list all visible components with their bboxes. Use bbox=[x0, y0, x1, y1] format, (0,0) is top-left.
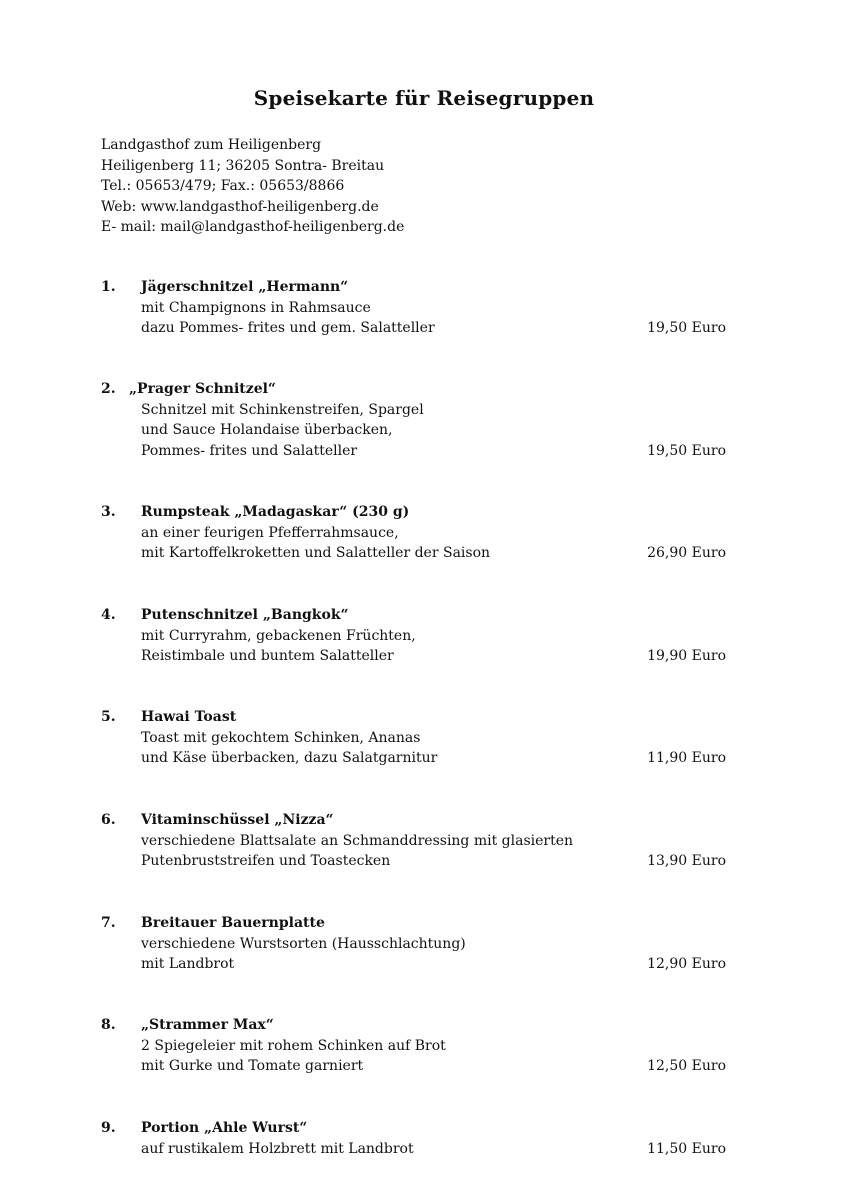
item-description-line: mit Champignons in Rahmsauce bbox=[141, 299, 371, 316]
item-name: Jägerschnitzel „Hermann“ bbox=[141, 279, 349, 295]
item-number: 4. bbox=[101, 607, 116, 623]
item-description-line: und Käse überbacken, dazu Salatgarnitur bbox=[141, 750, 438, 766]
item-name: „Prager Schnitzel“ bbox=[129, 381, 276, 397]
item-name: Putenschnitzel „Bangkok“ bbox=[141, 607, 349, 623]
item-name: Breitauer Bauernplatte bbox=[141, 915, 325, 931]
restaurant-street: Heiligenberg 11; 36205 Sontra- Breitau bbox=[101, 157, 385, 174]
item-body bbox=[129, 379, 424, 461]
item-description-line: dazu Pommes- frites und gem. Salatteller bbox=[141, 320, 435, 336]
item-description-line: mit Kartoffelkroketten und Salatteller der Saison bbox=[141, 545, 491, 561]
item-number: 1. bbox=[101, 279, 116, 295]
item-body bbox=[141, 277, 435, 339]
item-number: 2. bbox=[101, 381, 116, 397]
item-number: 3. bbox=[101, 504, 116, 520]
item-number: 5. bbox=[101, 709, 116, 725]
item-description-line: auf rustikalem Holzbrett mit Landbrot bbox=[141, 1140, 414, 1157]
address-block bbox=[101, 135, 404, 238]
item-description-line: an einer feurigen Pfefferrahmsauce, bbox=[141, 524, 399, 541]
item-price: 26,90 Euro bbox=[647, 545, 726, 561]
item-body bbox=[141, 1118, 414, 1159]
item-description-line: Toast mit gekochtem Schinken, Ananas bbox=[141, 729, 421, 746]
item-price: 11,50 Euro bbox=[647, 1140, 726, 1157]
item-price: 19,50 Euro bbox=[647, 442, 726, 459]
restaurant-phone: Tel.: 05653/479; Fax.: 05653/8866 bbox=[101, 178, 345, 194]
item-body bbox=[141, 707, 437, 769]
restaurant-web: Web: www.landgasthof-heiligenberg.de bbox=[101, 198, 379, 215]
item-description-line: Putenbruststreifen und Toastecken bbox=[141, 853, 391, 869]
item-name: „Strammer Max“ bbox=[141, 1017, 274, 1033]
item-body bbox=[141, 502, 490, 564]
page-title: Speisekarte für Reisegruppen bbox=[253, 86, 595, 110]
item-description-line: mit Curryrahm, gebackenen Früchten, bbox=[141, 627, 416, 644]
item-name: Rumpsteak „Madagaskar“ (230 g) bbox=[141, 504, 410, 520]
item-number: 7. bbox=[101, 915, 116, 931]
item-description-line: und Sauce Holandaise überbacken, bbox=[141, 422, 393, 438]
item-number: 6. bbox=[101, 812, 116, 828]
item-price: 12,90 Euro bbox=[647, 956, 726, 972]
item-body bbox=[141, 913, 466, 975]
item-body bbox=[141, 810, 573, 872]
item-price: 19,90 Euro bbox=[647, 648, 726, 664]
item-body bbox=[141, 605, 416, 667]
item-description-line: mit Landbrot bbox=[141, 956, 235, 972]
item-name: Vitaminschüssel „Nizza“ bbox=[141, 812, 334, 828]
item-name: Hawai Toast bbox=[141, 709, 237, 725]
item-description-line: mit Gurke und Tomate garniert bbox=[141, 1058, 364, 1074]
item-price: 12,50 Euro bbox=[647, 1058, 726, 1074]
item-body bbox=[141, 1015, 446, 1077]
item-number: 8. bbox=[101, 1017, 116, 1033]
item-description-line: verschiedene Blattsalate an Schmanddressing mit glasierten bbox=[141, 832, 574, 849]
restaurant-email: E- mail: mail@landgasthof-heiligenberg.de bbox=[101, 219, 405, 235]
item-price: 13,90 Euro bbox=[647, 853, 726, 869]
item-number: 9. bbox=[101, 1120, 116, 1136]
item-description-line: 2 Spiegeleier mit rohem Schinken auf Brot bbox=[141, 1037, 446, 1054]
item-name: Portion „Ahle Wurst“ bbox=[141, 1120, 308, 1136]
item-description-line: verschiedene Wurstsorten (Hausschlachtung) bbox=[141, 935, 466, 952]
item-price: 11,90 Euro bbox=[647, 750, 726, 766]
item-description-line: Reistimbale und buntem Salatteller bbox=[141, 648, 394, 664]
item-description-line: Schnitzel mit Schinkenstreifen, Spargel bbox=[141, 401, 424, 418]
item-description-line: Pommes- frites und Salatteller bbox=[141, 442, 358, 459]
restaurant-name: Landgasthof zum Heiligenberg bbox=[101, 137, 322, 153]
item-price: 19,50 Euro bbox=[647, 320, 726, 336]
